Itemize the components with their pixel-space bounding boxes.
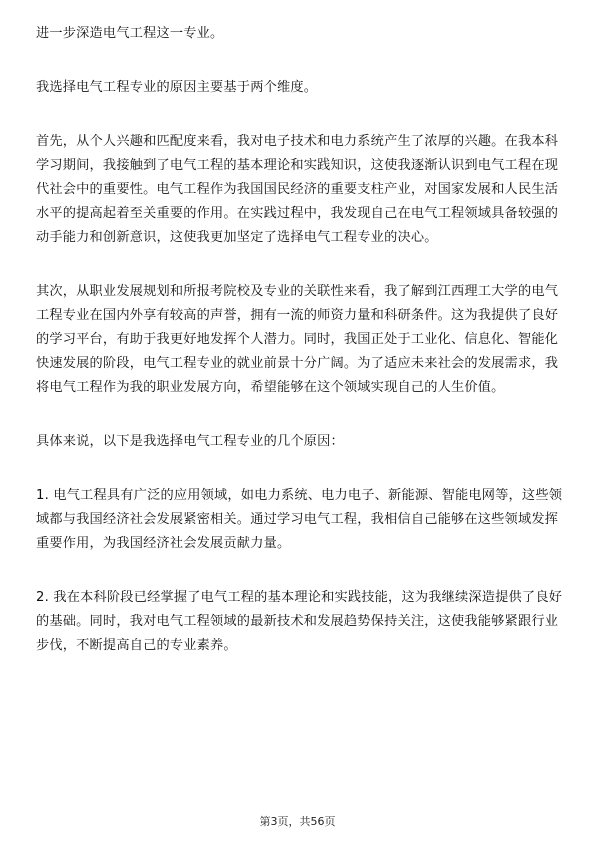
paragraph-reason-1: 1. 电气工程具有广泛的应用领域，如电力系统、电力电子、新能源、智能电网等，这些领域都与我国经济社会发展紧密相关。通过学习电气工程，我相信自己能够在这些领域发挥重要作用，为我国经济社会发展贡献力量。 bbox=[36, 488, 563, 551]
paragraph-career-planning: 其次，从职业发展规划和所报考院校及专业的关联性来看，我了解到江西理工大学的电气工程专业在国内外享有较高的声誉，拥有一流的师资力量和科研条件。这为我提供了良好的学习平台，有助于我更好地发挥个人潜力。同时，我国正处于工业化、信息化、智能化快速发展的阶段，电气工程专业的就业前景十分广阔。为了适应未来社会的发展需求，我将电气工程作为我的职业发展方向，希望能够在这个领域实现自己的人生价值。 bbox=[36, 284, 559, 395]
paragraph-intro-continuation: 进一步深造电气工程这一专业。 bbox=[36, 26, 224, 41]
page-number-footer: 第3页，共56页 bbox=[259, 815, 336, 828]
paragraph-reason-2: 2. 我在本科阶段已经掌握了电气工程的基本理论和实践技能，这为我继续深造提供了良好的基础。同时，我对电气工程领域的最新技术和发展趋势保持关注，这使我能够紧跟行业步伐，不断提高自己的专业素养。 bbox=[36, 590, 563, 653]
paragraph-two-dimensions: 我选择电气工程专业的原因主要基于两个维度。 bbox=[36, 80, 318, 95]
paragraph-personal-interest: 首先，从个人兴趣和匹配度来看，我对电子技术和电力系统产生了浓厚的兴趣。在我本科学习期间，我接触到了电气工程的基本理论和实践知识，这使我逐渐认识到电气工程在现代社会中的重要性。电气工程作为我国国民经济的重要支柱产业，对国家发展和人民生活水平的提高起着至关重要的作用。在实践过程中，我发现自己在电气工程领域具备较强的动手能力和创新意识，这使我更加坚定了选择电气工程专业的决心。 bbox=[36, 134, 559, 245]
paragraph-reasons-intro: 具体来说，以下是我选择电气工程专业的几个原因： bbox=[36, 434, 344, 449]
document-body bbox=[36, 22, 566, 688]
